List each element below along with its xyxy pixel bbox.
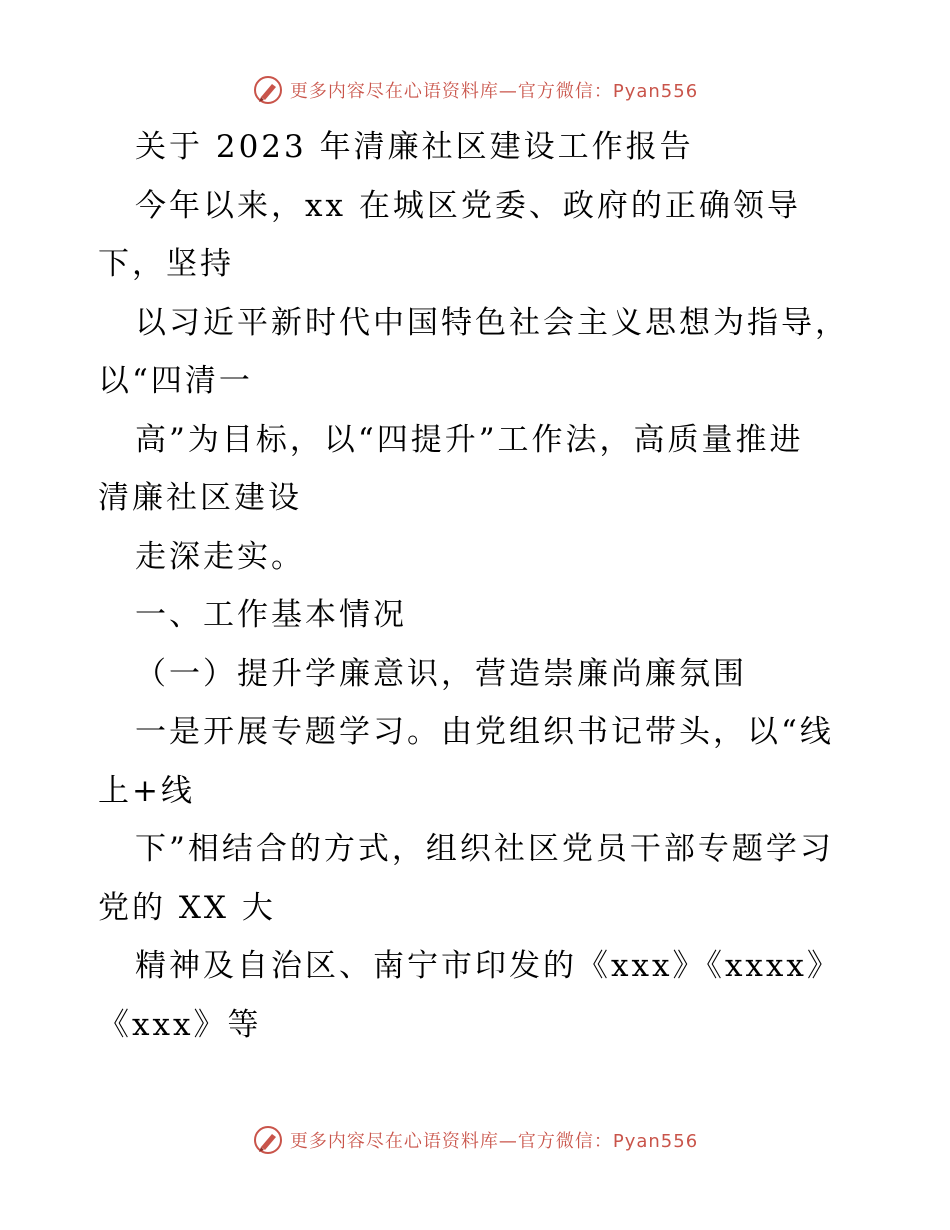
document-title: 关于 2023 年清廉社区建设工作报告 bbox=[135, 129, 694, 165]
paragraph-line: 以“四清一 bbox=[98, 363, 253, 399]
paragraph-line: 下，坚持 bbox=[98, 246, 234, 282]
paragraph-line: 下”相结合的方式，组织社区党员干部专题学习 bbox=[135, 831, 834, 867]
paragraph-line: 今年以来，xx 在城区党委、政府的正确领导 bbox=[135, 187, 801, 224]
watermark-text: 更多内容尽在心语资料库—官方微信：Pyan556 bbox=[289, 81, 699, 102]
paragraph-line: 清廉社区建设 bbox=[98, 480, 302, 516]
paragraph-line: 走深走实。 bbox=[135, 538, 305, 575]
pen-nib-logo-icon bbox=[252, 74, 284, 106]
paragraph-line: 以习近平新时代中国特色社会主义思想为指导， bbox=[135, 304, 849, 341]
section-heading: 一、工作基本情况 bbox=[135, 597, 407, 633]
header-watermark bbox=[0, 72, 950, 108]
paragraph-line: 上+线 bbox=[98, 772, 195, 809]
subsection-heading: （一）提升学廉意识，营造崇廉尚廉氛围 bbox=[135, 655, 747, 692]
document-body bbox=[98, 118, 868, 1054]
paragraph-line: 一是开展专题学习。由党组织书记带头，以“线 bbox=[135, 714, 834, 750]
paragraph-line: 《xxx》等 bbox=[98, 1006, 262, 1043]
footer-watermark bbox=[0, 1122, 950, 1158]
pen-nib-logo-icon bbox=[252, 1124, 284, 1156]
paragraph-line: 高”为目标，以“四提升”工作法，高质量推进 bbox=[135, 421, 804, 458]
watermark-text: 更多内容尽在心语资料库—官方微信：Pyan556 bbox=[289, 1131, 699, 1152]
paragraph-line: 精神及自治区、南宁市印发的《xxx》《xxxx》 bbox=[135, 948, 841, 984]
paragraph-line: 党的 XX 大 bbox=[98, 889, 276, 926]
